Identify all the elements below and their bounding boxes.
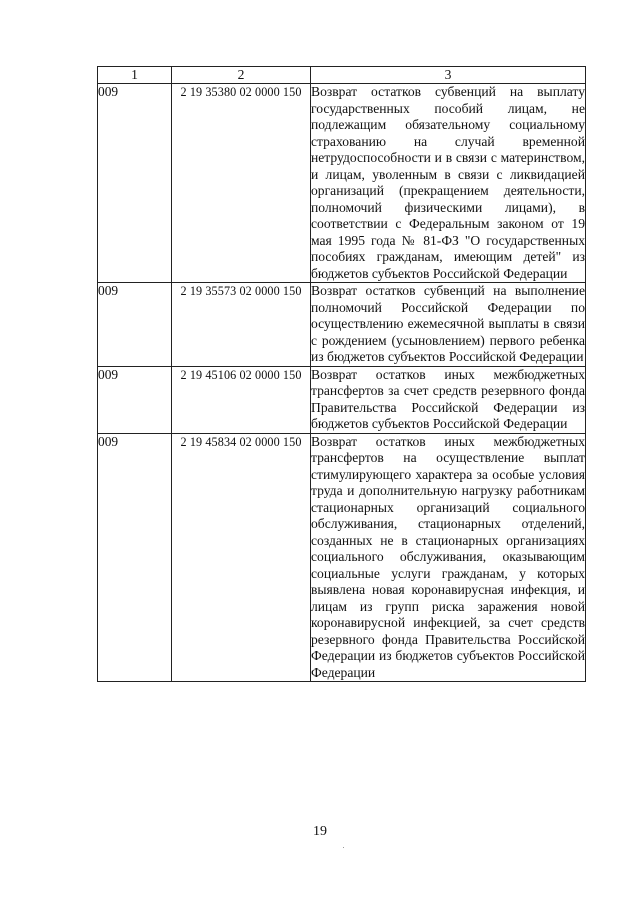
budget-codes-table — [97, 66, 586, 682]
description-cell: Возврат остатков субвенций на выполнение полномочий Российской Федерации по осуществлению ежемесячной выплаты в связи с рождением (усыновлением) первого ребенка из бюджетов субъектов Российской Федерации — [311, 283, 585, 364]
chapter-code-cell: 009 — [98, 283, 172, 367]
description-cell: Возврат остатков субвенций на выплату государственных пособий лицам, не подлежащим обязательному социальному страхованию на случай временной нетрудоспособности и в связи с материнством, и лицам, уволенным в связи с ликвидацией организаций (прекращением деятельности, полномочий физическими лицами), в соответствии с Федеральным законом от 19 мая 1995 года № 81-ФЗ "О государственных пособиях гражданам, имеющим детей" из бюджетов субъектов Российской Федерации — [311, 84, 585, 281]
chapter-code-cell: 009 — [98, 366, 172, 433]
description-cell: Возврат остатков иных межбюджетных трансфертов за счет средств резервного фонда Правительства Российской Федерации из бюджетов субъектов Российской Федерации — [311, 366, 585, 431]
page-number: 19 — [313, 824, 327, 839]
column-number-1: 1 — [98, 67, 172, 84]
budget-classification-code-cell: 2 19 35380 02 0000 150 — [172, 84, 311, 283]
column-number-row — [98, 67, 586, 84]
table-row — [98, 433, 586, 682]
description-cell: Возврат остатков иных межбюджетных трансфертов на осуществление выплат стимулирующего характера за особые условия труда и дополнительную нагрузку работникам стационарных организаций социального обслуживания, стационарных отделений, созданных не в стационарных организациях социального обслуживания, оказывающим социальные услуги гражданам, у которых выявлена новая коронавирусная инфекция, и лицам из групп риска заражения новой коронавирусной инфекцией, за счет средств резервного фонда Правительства Российской Федерации из бюджетов субъектов Российской Федерации — [311, 433, 585, 680]
scan-speck — [343, 847, 344, 848]
table-row — [98, 283, 586, 367]
table-row — [98, 84, 586, 283]
column-number-3: 3 — [311, 67, 586, 84]
budget-classification-code-cell: 2 19 45834 02 0000 150 — [172, 433, 311, 682]
table-row — [98, 366, 586, 433]
budget-classification-code-cell: 2 19 45106 02 0000 150 — [172, 366, 311, 433]
budget-classification-code-cell: 2 19 35573 02 0000 150 — [172, 283, 311, 367]
chapter-code-cell: 009 — [98, 84, 172, 283]
chapter-code-cell: 009 — [98, 433, 172, 682]
column-number-2: 2 — [172, 67, 311, 84]
